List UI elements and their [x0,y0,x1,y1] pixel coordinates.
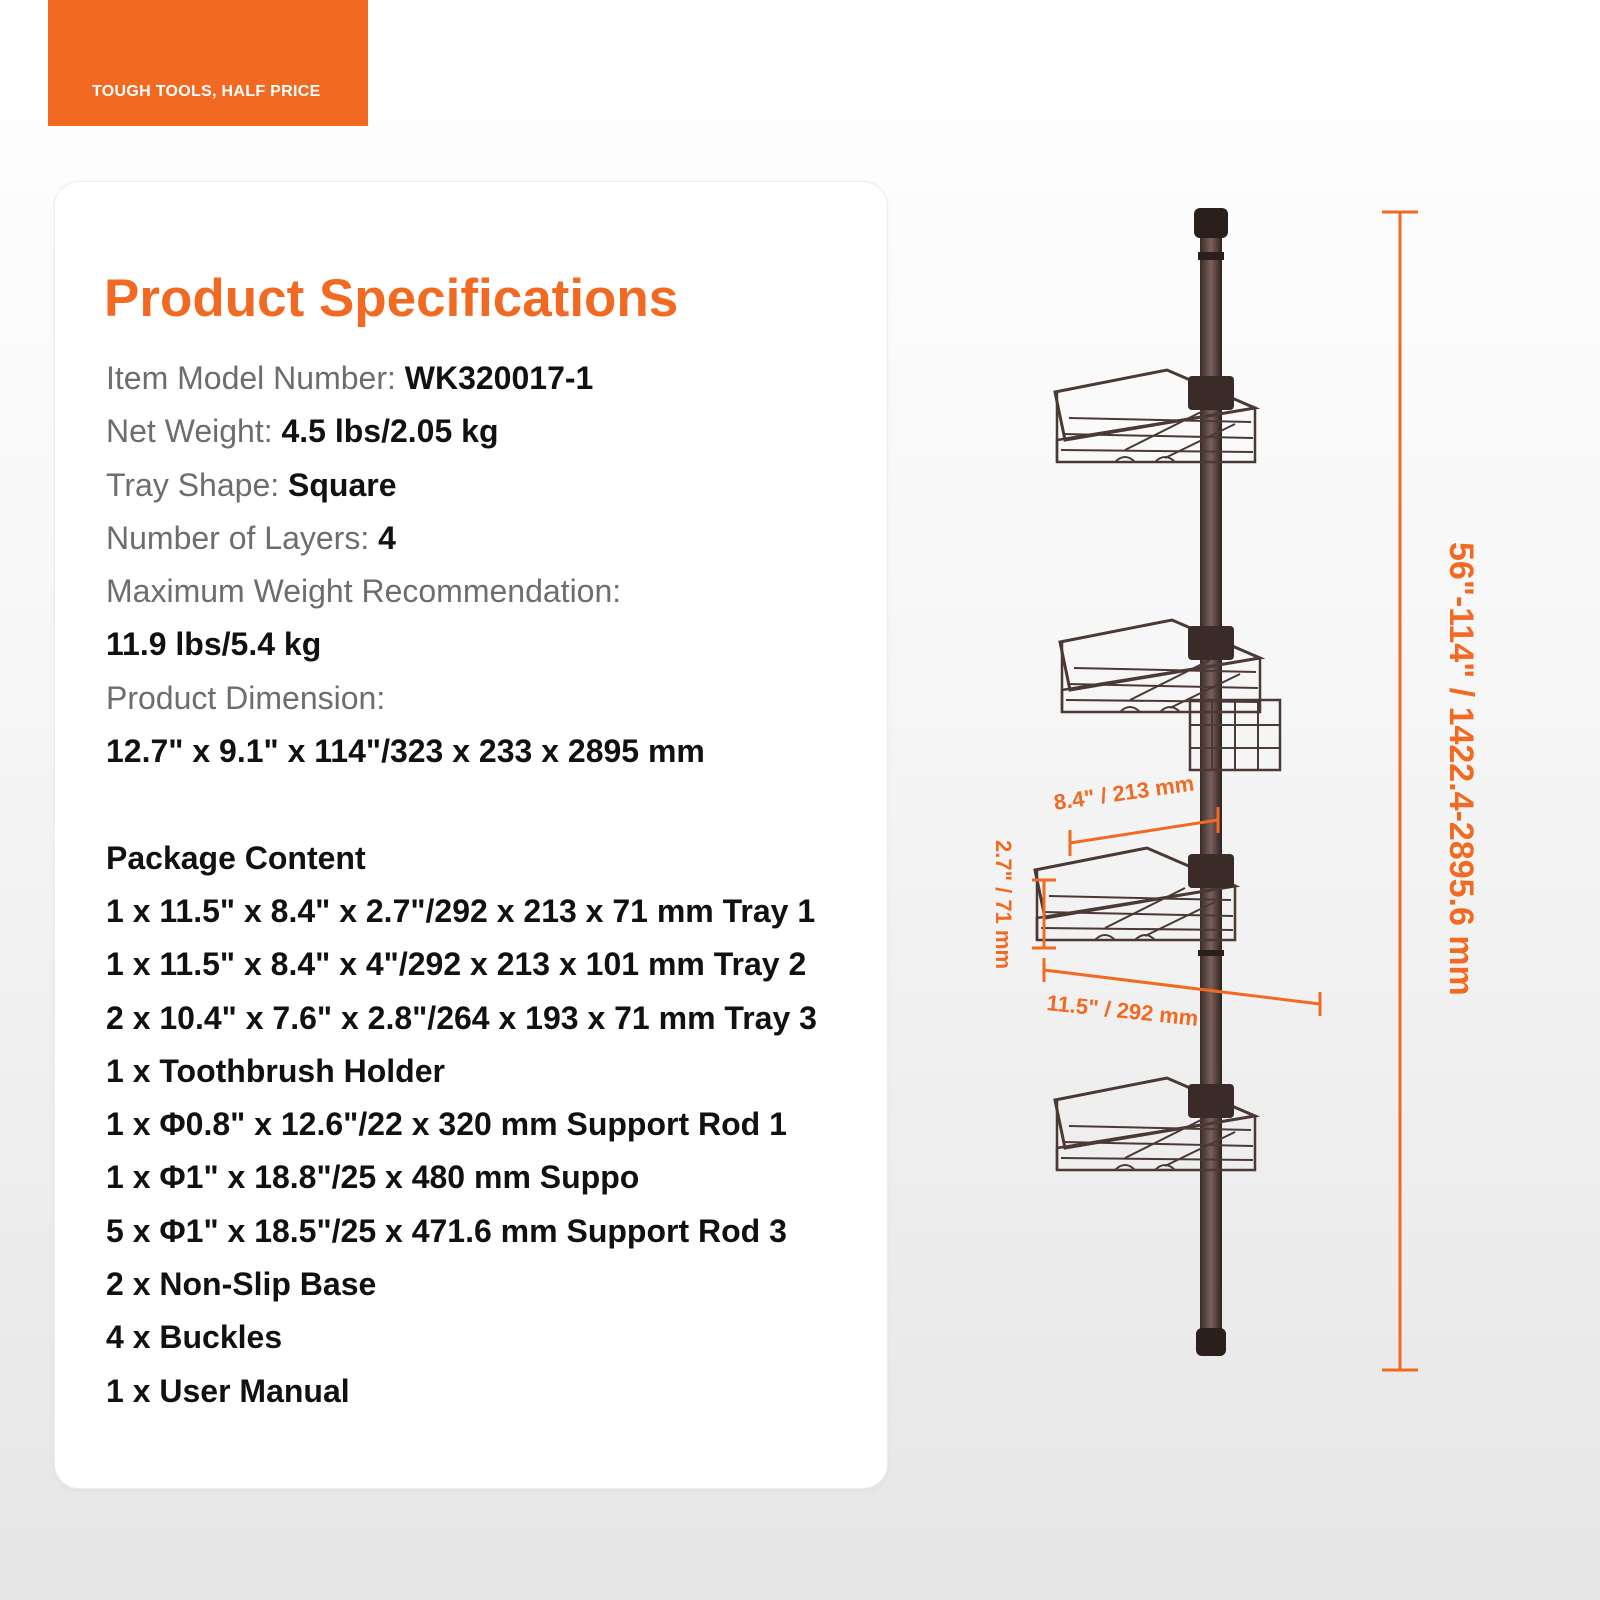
brand-tagline: TOUGH TOOLS, HALF PRICE [92,83,321,100]
spec-card [55,182,887,1488]
package-item-tray-3: 2 x 10.4" x 7.6" x 2.8"/264 x 193 x 71 mm Tray 3 [106,999,817,1036]
spec-max-weight-label: Maximum Weight Recommendation: [106,573,622,610]
package-item-non-slip-base: 2 x Non-Slip Base [106,1266,377,1303]
package-item-support-rod-2: 1 x Φ1" x 18.8"/25 x 480 mm Suppo [106,1159,640,1196]
shower-caddy-illustration [960,180,1560,1420]
basket-tray-2 [1060,620,1280,770]
spec-dimension-value: 12.7" x 9.1" x 114"/323 x 233 x 2895 mm [106,733,705,770]
spec-title: Product Specifications [104,269,679,328]
package-item-support-rod-1: 1 x Φ0.8" x 12.6"/22 x 320 mm Support Rod 1 [106,1106,787,1143]
spec-layers-value: 4 [378,519,396,556]
spec-tray-shape-value: Square [288,466,397,503]
spec-max-weight-row [106,618,866,671]
spec-dimension-label: Product Dimension: [106,679,386,716]
width-dimension-label: 11.5" / 292 mm [1045,990,1200,1031]
basket-tray-1 [1055,370,1255,462]
tray-height-dimension-line [1032,880,1056,948]
package-item-user-manual: 1 x User Manual [106,1372,350,1409]
pole-joint [1198,950,1224,956]
tray-height-dimension-label: 2.7" / 71 mm [991,840,1016,970]
spec-net-weight-label: Net Weight: [106,413,282,450]
package-item-buckles: 4 x Buckles [106,1319,283,1356]
spec-dimension [106,672,866,725]
spec-net-weight-value: 4.5 lbs/2.05 kg [281,413,499,450]
spec-model-value: WK320017-1 [404,360,594,396]
package-item-toothbrush-holder: 1 x Toothbrush Holder [106,1052,445,1089]
package-item-tray-1: 1 x 11.5" x 8.4" x 2.7"/292 x 213 x 71 mm Tray 1 [106,892,816,929]
height-dimension-line [1382,212,1418,1370]
spec-dimension-row [106,725,866,778]
spec-max-weight [106,565,866,618]
spec-net-weight [106,405,866,458]
package-item-support-rod-3: 5 x Φ1" x 18.5"/25 x 471.6 mm Support Rod 3 [106,1212,787,1249]
basket-tray-4 [1055,1078,1255,1170]
spec-layers [106,512,866,565]
package-title: Package Content [106,839,366,876]
spec-max-weight-value: 11.9 lbs/5.4 kg [106,626,322,663]
product-figure [960,180,1560,1420]
spec-model [106,352,866,405]
pole-joint [1198,252,1224,260]
package-item-tray-2: 1 x 11.5" x 8.4" x 4"/292 x 213 x 101 mm Tray 2 [106,946,807,983]
brand-banner [48,0,368,126]
pole-bottom-cap [1196,1328,1226,1356]
height-dimension-label: 56"-114" / 1422.4-2895.6 mm [1442,542,1480,996]
spec-layers-label: Number of Layers: [106,519,379,556]
depth-dimension-label: 8.4" / 213 mm [1052,770,1196,815]
pole-top-cap [1194,208,1228,238]
spec-tray-shape-label: Tray Shape: [106,466,289,503]
spacer [106,778,866,831]
spec-list [106,352,866,1418]
spec-tray-shape [106,459,866,512]
spec-model-label: Item Model Number: [106,360,405,396]
